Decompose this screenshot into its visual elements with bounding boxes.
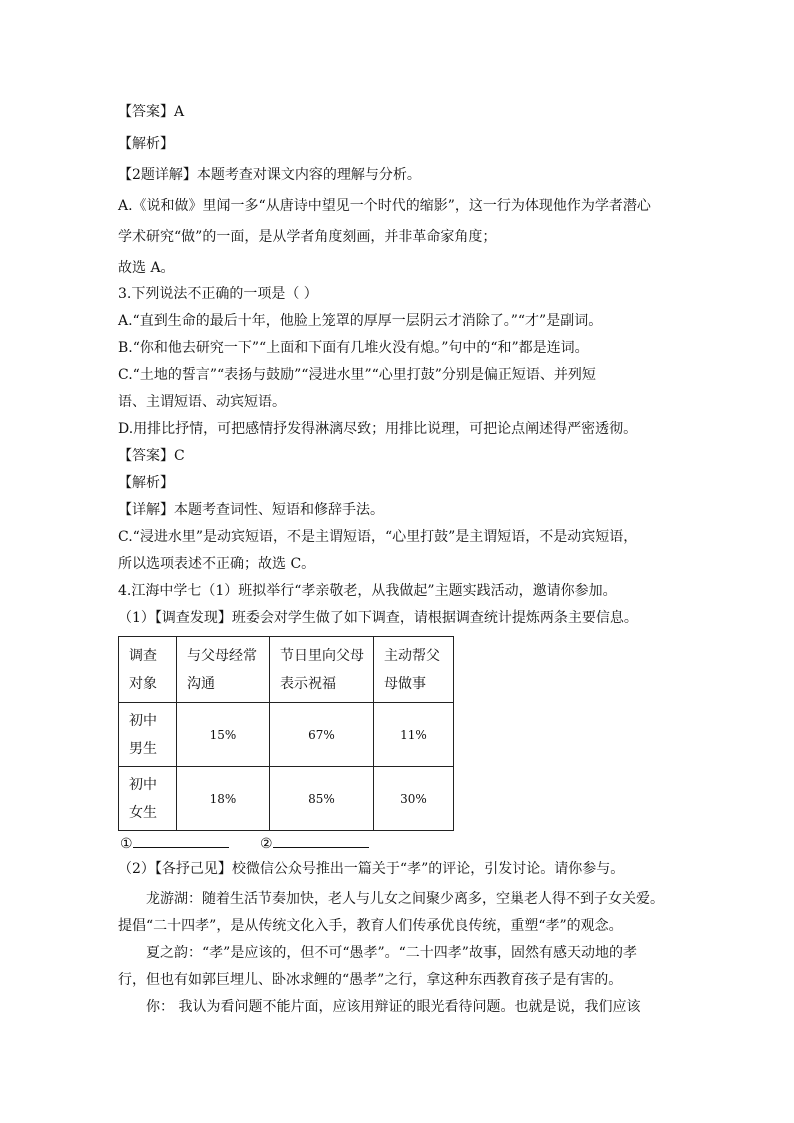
question-4: 4.江海中学七（1）班拟举行“孝亲敬老，从我做起”主题实践活动，邀请你参加。 bbox=[118, 583, 617, 599]
comment-xiazhiyun: 夏之韵：“孝”是应该的，但不可“愚孝”。“二十四孝”故事，固然有感天动地的孝 bbox=[146, 945, 637, 961]
comment-longyouhu-cont: 提倡“二十四孝”，是从传统文化入手，教育人们传承优良传统，重塑“孝”的观念。 bbox=[118, 918, 623, 934]
explanation-line: A.《说和做》里闻一多“从唐诗中望见一个时代的缩影”，这一行为体现他作为学者潜心 bbox=[118, 198, 651, 214]
table-header-cell: 主动帮父 母做事 bbox=[374, 637, 454, 703]
answer-label-1: 【答案】A bbox=[118, 104, 185, 120]
table-row-label: 初中 女生 bbox=[119, 767, 177, 831]
subquestion-1: （1）【调查发现】班委会对学生做了如下调查，请根据调查统计提炼两条主要信息。 bbox=[118, 610, 638, 626]
analysis-label-1: 【解析】 bbox=[118, 136, 174, 152]
explanation-line: 学术研究“做”的一面，是从学者角度刻画，并非革命家角度； bbox=[118, 229, 497, 245]
detail-heading: 【详解】本题考查词性、短语和修辞手法。 bbox=[118, 502, 384, 518]
table-cell: 11% bbox=[374, 703, 454, 767]
subquestion-2: （2）【各抒己见】校微信公众号推出一篇关于“孝”的评论，引发讨论。请你参与。 bbox=[118, 861, 625, 877]
explanation-line: 所以选项表述不正确；故选 C。 bbox=[118, 556, 316, 572]
comment-xiazhiyun-cont: 行，但也有如郭巨埋儿、卧冰求鲤的“愚孝”之行，拿这种东西教育孩子是有害的。 bbox=[118, 972, 623, 988]
table-row bbox=[119, 767, 454, 831]
analysis-label-2: 【解析】 bbox=[118, 475, 174, 491]
option-a: A.“直到生命的最后十年，他脸上笼罩的厚厚一层阴云才消除了。”“才”是副词。 bbox=[118, 313, 603, 329]
table-header-row bbox=[119, 637, 454, 703]
comment-longyouhu: 龙游湖：随着生活节奏加快，老人与儿女之间聚少离多，空巢老人得不到子女关爱。 bbox=[146, 891, 664, 907]
explanation-line: C.“浸进水里”是动宾短语，不是主谓短语，“心里打鼓”是主谓短语，不是动宾短语， bbox=[118, 529, 638, 545]
table-cell: 85% bbox=[270, 767, 374, 831]
detail-heading-2: 【2题详解】本题考查对课文内容的理解与分析。 bbox=[118, 167, 421, 183]
table-row bbox=[119, 703, 454, 767]
option-d: D.用排比抒情，可把感情抒发得淋漓尽致；用排比说理，可把论点阐述得严密透彻。 bbox=[118, 421, 638, 437]
table-header-cell: 与父母经常 沟通 bbox=[177, 637, 270, 703]
table-cell: 15% bbox=[177, 703, 270, 767]
answer-blank-2: ② bbox=[260, 834, 369, 853]
table-cell: 30% bbox=[374, 767, 454, 831]
blank-line bbox=[273, 834, 369, 848]
survey-table bbox=[118, 636, 454, 831]
conclusion-line: 故选 A。 bbox=[118, 260, 175, 276]
answer-blank-1: ① bbox=[120, 834, 229, 853]
option-c: C.“土地的誓言”“表扬与鼓励”“浸进水里”“心里打鼓”分别是偏正短语、并列短 bbox=[118, 367, 596, 383]
table-cell: 18% bbox=[177, 767, 270, 831]
answer-label-2: 【答案】C bbox=[118, 448, 185, 464]
table-header-cell: 节日里向父母 表示祝福 bbox=[270, 637, 374, 703]
comment-you: 你： 我认为看问题不能片面，应该用辩证的眼光看待问题。也就是说，我们应该 bbox=[146, 999, 641, 1015]
table-header-cell: 调查 对象 bbox=[119, 637, 177, 703]
option-b: B.“你和他去研究一下”“上面和下面有几堆火没有熄。”句中的“和”都是连词。 bbox=[118, 340, 589, 356]
table-row-label: 初中 男生 bbox=[119, 703, 177, 767]
blank-line bbox=[133, 834, 229, 848]
table-cell: 67% bbox=[270, 703, 374, 767]
option-c-cont: 语、主谓短语、动宾短语。 bbox=[118, 394, 286, 410]
question-3: 3.下列说法不正确的一项是（ ） bbox=[118, 286, 318, 302]
